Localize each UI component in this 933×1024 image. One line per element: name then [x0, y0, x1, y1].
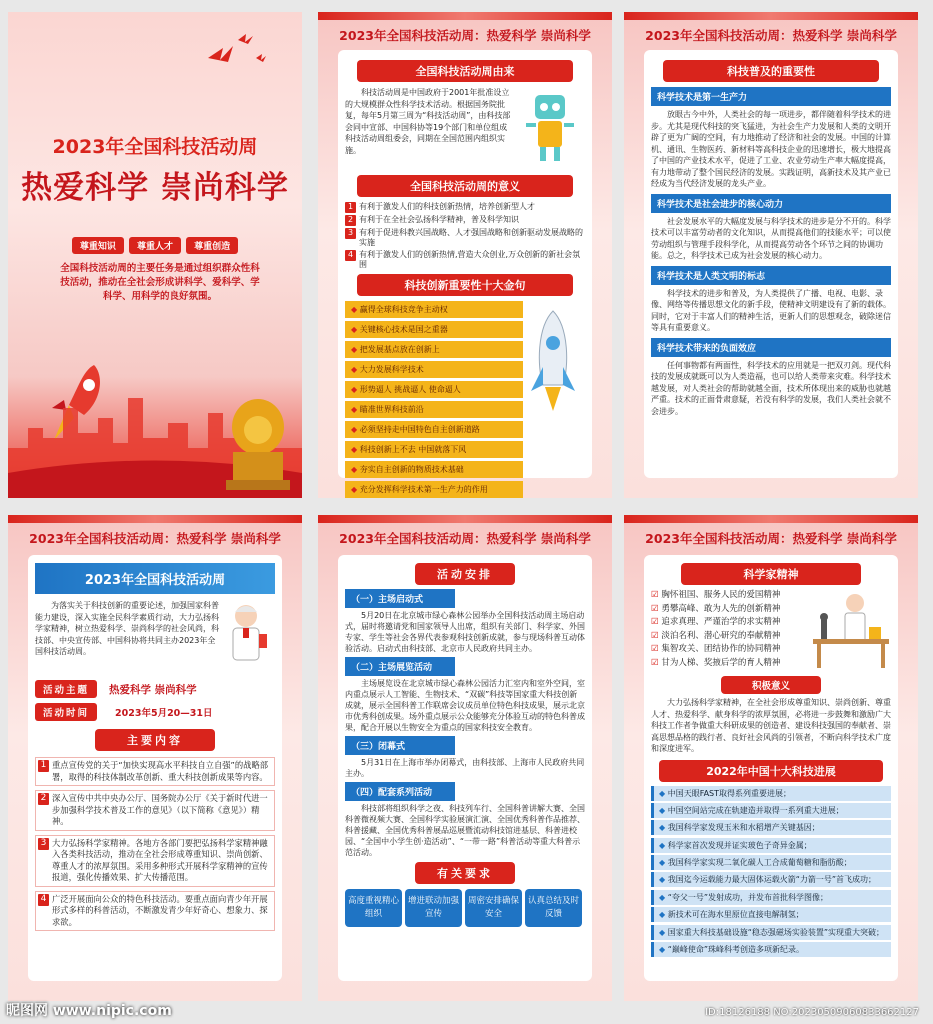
block-heading: （一）主场启动式 [345, 589, 455, 608]
quote-item: ◆ 必须坚持走中国特色自主创新道路 [345, 421, 523, 438]
quote-item: ◆ 瞄准世界科技前沿 [345, 401, 523, 418]
item-number: 1 [38, 760, 49, 772]
watermark-right: ID:18126188 NO:20230509060833662127 [705, 1007, 919, 1018]
scientist-icon [219, 600, 275, 674]
significance-title: 积极意义 [721, 676, 821, 694]
poster-overview [8, 515, 302, 1001]
slogan: 热爱科学 崇尚科学 [21, 170, 289, 206]
section-title-quotes: 科技创新重要性十大金句 [357, 274, 573, 296]
quote-item: ◆ 关键核心技术是国之重器 [345, 321, 523, 338]
block-text: 5月20日在北京城市绿心森林公园举办全国科技活动周主场启动式，届时将邀请党和国家领导人出席，组织有关部门、科学家、外国专家、学生等社会各界代表参观科技创新成就，参与现场科普互动体验活动。启动式由科技部、北京市人民政府共同主办。 [345, 611, 585, 653]
banner-title: 2023年全国科技活动周：热爱科学 崇尚科学 [645, 28, 897, 43]
requirement-badge: 增进联动加强宣传 [405, 889, 462, 927]
content-item [35, 891, 275, 932]
header-ribbon [318, 12, 612, 20]
item-number: 4 [38, 894, 49, 906]
significance-item [345, 250, 585, 270]
section-title-significance: 全国科技活动周的意义 [357, 175, 573, 197]
requirement-badge: 认真总结及时反馈 [525, 889, 582, 927]
rocket-icon [525, 307, 581, 421]
item-text: 深入宣传中共中央办公厅、国务院办公厅《关于新时代进一步加强科学技术普及工作的意见》（以下简称《意见》）精神。 [52, 793, 268, 826]
block-heading: 科学技术是人类文明的标志 [651, 266, 891, 285]
content-card [28, 555, 282, 981]
requirements-row [345, 889, 585, 927]
banner-title: 2023年全国科技活动周：热爱科学 崇尚科学 [645, 531, 897, 546]
spirit-item: ☑ 集智攻关、团结协作的协同精神 [651, 643, 811, 657]
poster-spirit [624, 515, 918, 1001]
theme-label: 活动主题 [35, 680, 97, 698]
spirit-item: ☑ 胸怀祖国、服务人民的爱国精神 [651, 589, 811, 603]
block-text: 社会发展水平的大幅度发展与科学技术的进步是分不开的。科学技术可以丰富劳动者的文化知识，从而提高他们的技能水平；可以使劳动组织与管理手段科学化，从而提高劳动各个环节之间的协调功能。总之，科学技术已成为社会发展的核心动力。 [651, 216, 891, 260]
poster-cover [8, 12, 302, 498]
poster-schedule [318, 515, 612, 1001]
block-text: 科学技术的进步和普及，为人类提供了广播、电视、电影、录像、网络等传播思想文化的新手段，使精神文明建设有了新的载体。同时，它对于丰富人们的精神生活，更新人们的思想观念，破除迷信等具有重要意义。 [651, 288, 891, 332]
section-title-importance: 科技普及的重要性 [663, 60, 879, 82]
origin-text: 科技活动周是中国政府于2001年批准设立的大规模群众性科学技术活动。根据国务院批复，每年5月第三周为“科技活动周”，由科技部会同中宣部、中国科协等19个部门和单位组成科技活动周组委会，同期在全国范围内组织实施。 [345, 88, 511, 155]
tag-creation: 尊重创造 [186, 237, 238, 254]
header-ribbon [318, 515, 612, 523]
progress-item: ◆ 中国天眼FAST取得系列重要进展； [651, 786, 891, 801]
block-text: 主场展览设在北京城市绿心森林公园活力汇室内和室外空间，室内重点展示人工智能、生物技术、“双碳”科技等国家重大科技创新成就，展示全国科普工作联席会议成员单位特色科技成果，展示北京市优秀科创成果。场外重点展示公众能够充分体验互动的特色科普成果，配合开展以生物安全为重点的国家科技安全教育。 [345, 679, 585, 732]
item-text: 重点宣传党的关于“加快实现高水平科技自立自强”的战略部署，取得的科技体制改革创新、重大科技创新成果等内容。 [52, 760, 269, 782]
item-number: 2 [38, 793, 49, 805]
birds-icon [198, 28, 268, 78]
item-number: 1 [345, 202, 356, 213]
significance-item [345, 202, 585, 213]
block-text: 科技部将组织科学之夜、科技列车行、全国科普讲解大赛、全国科普微视频大赛、全国科学实验展演汇演、全国优秀科普作品推荐、科普援藏、全国优秀科普展品巡展暨流动科技馆进基层、科普进校园、“全国中小学生创·造活动”、“一带一路”科普活动等重大科普示范活动。 [345, 804, 585, 857]
watermark-left: 昵图网 www.nipic.com [6, 1003, 172, 1019]
overview-title: 2023年全国科技活动周 [35, 563, 275, 594]
content-item [35, 790, 275, 831]
item-text: 广泛开展面向公众的特色科技活动。要重点面向青少年开展形式多样的科普活动，不断激发青少年好奇心、想象力、探求欲。 [52, 893, 268, 927]
quote-item: ◆ 科技创新上不去 中国就落下风 [345, 441, 523, 458]
year-title: 2023年全国科技活动周 [52, 136, 258, 158]
progress-item: ◆ “巅峰使命”珠峰科考创造多项新纪录。 [651, 942, 891, 957]
content-item [35, 835, 275, 887]
theme-value: 热爱科学 崇尚科学 [109, 683, 197, 696]
requirement-badge: 高度重视精心组织 [345, 889, 402, 927]
item-text: 有利于激发人们的科技创新热情，培养创新型人才 [359, 202, 535, 211]
quote-item: ◆ 把发展基点放在创新上 [345, 341, 523, 358]
progress-item: ◆ 国家重大科技基础设施“稳态强磁场实验装置”实现重大突破； [651, 925, 891, 940]
block-text: 5月31日在上海市举办闭幕式，由科技部、上海市人民政府共同主办。 [345, 758, 585, 778]
item-number: 2 [345, 215, 356, 226]
item-text: 有利于在全社会弘扬科学精神，普及科学知识 [359, 215, 519, 224]
content-card [644, 50, 898, 478]
block-heading: 科学技术带来的负面效应 [651, 338, 891, 357]
content-card [644, 555, 898, 981]
block-heading: 科学技术是社会进步的核心动力 [651, 194, 891, 213]
item-number: 3 [38, 838, 49, 850]
poster-importance [624, 12, 918, 498]
significance-list [345, 202, 585, 270]
quote-item: ◆ 充分发挥科学技术第一生产力的作用 [345, 481, 523, 498]
cover-desc: 全国科技活动周的主要任务是通过组织群众性科技活动，推动在全社会形成讲科学、爱科学、学科学、用科学的良好氛围。 [60, 263, 260, 302]
poster-origin [318, 12, 612, 498]
block-heading: （二）主场展览活动 [345, 657, 455, 676]
spirit-title: 科学家精神 [681, 563, 861, 585]
spirit-item: ☑ 淡泊名利、潜心研究的奉献精神 [651, 630, 811, 644]
progress-item: ◆ “夸父一号”发射成功，并发布首批科学图像； [651, 890, 891, 905]
block-text: 放眼古今中外，人类社会的每一项进步，都伴随着科学技术的进步。尤其是现代科技的突飞猛进，为社会生产力发展和人类的文明开辟了更为广阔的空间，有力地推动了经济和社会的发展。中国的计算机、通讯、生物医药、新材料等高科技企业的迅速增长，极大地提高了中国的产业技术水平，促进了工业、农业劳动生产率大幅度提高，有力地带动了整个国民经济的发展。实践证明，高新技术及其产业已经成为当代经济发展的龙头产业。 [651, 110, 891, 188]
progress-item: ◆ 新技术可在海水里原位直接电解制氢； [651, 907, 891, 922]
progress-item: ◆ 中国空间站完成在轨建造并取得一系列重大进展； [651, 803, 891, 818]
schedule-blocks [345, 589, 585, 858]
content-item [35, 757, 275, 786]
item-text: 有利于促进科教兴国战略、人才强国战略和创新驱动发展战略的实施 [359, 228, 583, 247]
block-text: 任何事物都有两面性，科学技术的应用就是一把双刃剑。现代科技的发展成就既可以为人类造福，也可以给人类带来灾难。科学技术越发展，对人类社会的帮助就越全面，技术所体现出来的威胁也就越严重。技术的正面骨肃意疑，若没有科学的发展，我们人类社会就不会进步。 [651, 360, 891, 416]
progress-item: ◆ 我国科学家发现玉米和水稻增产关键基因； [651, 820, 891, 835]
banner-title: 2023年全国科技活动周：热爱科学 崇尚科学 [339, 531, 591, 546]
block-heading: 科学技术是第一生产力 [651, 87, 891, 106]
block-heading: （三）闭幕式 [345, 736, 455, 755]
quote-item: ◆ 形势逼人 挑战逼人 使命逼人 [345, 381, 523, 398]
progress-list-title: 2022年中国十大科技进展 [659, 760, 883, 782]
quote-item: ◆ 夯实自主创新的物质技术基础 [345, 461, 523, 478]
item-text: 有利于激发人们的创新热情,营造大众创业,万众创新的新社会氛围 [359, 250, 581, 269]
item-text: 大力弘扬科学家精神。各地方各部门要把弘扬科学家精神融入各类科技活动，推动在全社会形成尊重知识、崇尚创新、尊重人才的浓厚氛围。采用多种形式开展科学家精神的宣传报道，强化传播效果、扩大传播范围。 [52, 837, 268, 882]
spirit-item: ☑ 追求真理、严谨治学的求实精神 [651, 616, 811, 630]
banner-title: 2023年全国科技活动周：热爱科学 崇尚科学 [339, 28, 591, 43]
header-ribbon [624, 515, 918, 523]
time-value: 2023年5月20—31日 [115, 708, 213, 719]
quote-item: ◆ 大力发展科学技术 [345, 361, 523, 378]
main-content-title: 主要内容 [95, 729, 215, 751]
time-label: 活动时间 [35, 703, 97, 721]
scientist-lab-icon [811, 589, 891, 673]
header-ribbon [624, 12, 918, 20]
header-ribbon [8, 515, 302, 523]
main-content-list [35, 757, 275, 931]
spirit-list [651, 589, 811, 673]
significance-text: 大力弘扬科学家精神，在全社会形成尊重知识、崇尚创新、尊重人才、热爱科学、献身科学的浓厚氛围，必将进一步鼓舞和激励广大科技工作者争做重大科研成果的创造者、建设科技强国的奉献者、崇高思想品格的践行者、良好社会风尚的引领者，不断向科学技术广度和深度进军。 [651, 698, 891, 753]
significance-item [345, 228, 585, 248]
content-card [338, 50, 592, 494]
spirit-item: ☑ 甘为人梯、奖掖后学的育人精神 [651, 657, 811, 671]
progress-list [651, 786, 891, 958]
progress-item: ◆ 我国科学家实现二氧化碳人工合成葡萄糖和脂肪酸； [651, 855, 891, 870]
overview-intro: 为落实关于科技创新的重要论述，加强国家科普能力建设，深入实施全民科学素质行动，大力弘扬科学家精神，树立热爱科学、崇尚科学的社会风尚，科技部、中央宣传部、中国科协将共同主办2023年全国科技活动周。 [35, 601, 219, 656]
item-number: 4 [345, 250, 356, 261]
requirement-badge: 周密安排确保安全 [465, 889, 522, 927]
significance-item [345, 215, 585, 226]
banner-title: 2023年全国科技活动周：热爱科学 崇尚科学 [29, 531, 281, 546]
progress-item: ◆ 我国迄今运载能力最大固体运载火箭“力箭一号”首飞成功； [651, 872, 891, 887]
lion-statue-icon [218, 392, 298, 496]
requirements-title: 有关要求 [415, 862, 515, 884]
progress-item: ◆ 科学家首次发现并证实玻色子奇异金属； [651, 838, 891, 853]
tag-row [8, 234, 302, 254]
tag-knowledge: 尊重知识 [72, 237, 124, 254]
tag-talent: 尊重人才 [129, 237, 181, 254]
section-title-origin: 全国科技活动周由来 [357, 60, 573, 82]
content-card [338, 555, 592, 981]
quote-item: ◆ 赢得全球科技竞争主动权 [345, 301, 523, 318]
item-number: 3 [345, 228, 356, 239]
importance-blocks [651, 87, 891, 417]
schedule-title: 活动安排 [415, 563, 515, 585]
robot-icon [515, 87, 585, 171]
spirit-item: ☑ 勇攀高峰、敢为人先的创新精神 [651, 603, 811, 617]
block-heading: （四）配套系列活动 [345, 782, 455, 801]
